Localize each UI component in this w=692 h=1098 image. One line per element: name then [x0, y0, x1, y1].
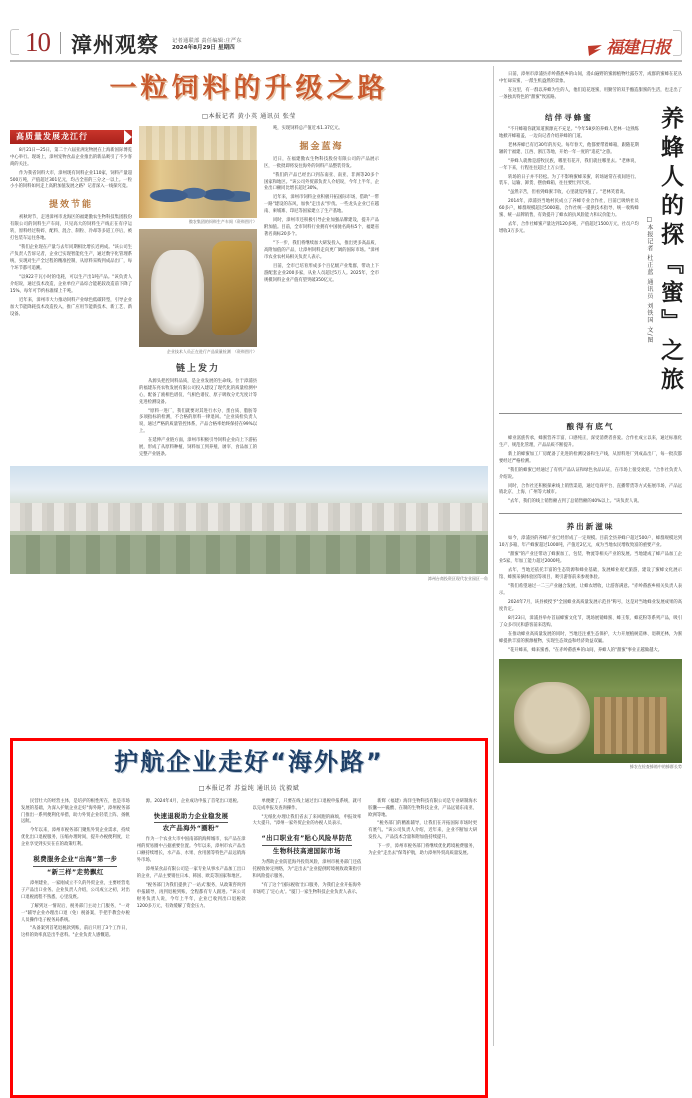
- subhead-line-2: 生物科技高速国际市场: [272, 846, 341, 855]
- section-head-3: 掘金蓝海: [299, 141, 344, 152]
- feature-column-1: [10, 126, 132, 461]
- masthead-divider: [60, 32, 61, 54]
- feature-column-2: [139, 126, 257, 461]
- paragraph: 漳州建业，一家刚成立不久的外贸企业，主要经营电子产品出口业务。企业负责人介绍，公司成立之初，对出口退税流程不熟悉，心里没底。: [21, 880, 130, 900]
- paragraph: 蜂业富族传承，蜂蜜营养丰富、口感纯正，深受消费者喜爱。合作社成立以来，通过标准化生产、规范化管理，产品品质不断提升。: [499, 435, 682, 448]
- highlight-byline: □本报记者 苏益纯 通讯员 沈毅斌: [198, 784, 300, 792]
- highlight-col1-body2: [21, 881, 130, 941]
- right-sec1-body: [499, 127, 639, 236]
- paragraph: 民营壮大的经营主体，是培护的根性所在，也是市场发展的基础，为深入护航企业走好"海外路"，漳州税务部门推出一系列便利化举措，助力外贸企业轻装上阵、扬帆远航。: [21, 798, 130, 825]
- flag-swoosh-icon: [587, 44, 603, 57]
- feature-title: 一粒饲料的升级之路: [109, 73, 389, 104]
- highlight-column-2: [137, 799, 246, 943]
- paragraph: "税务部门的精准辅导，让我们在开拓国际市场时更有底气。"该公司负责人介绍，近年来，企业不断加大研发投入，产品技术含量和附加值持续提升。: [368, 821, 477, 841]
- paragraph: 目前，全市已培育形成多个百亿级产业集群，带动上下游配套企业200多家，从业人员超过5万人。2025年，全市规模饲料企业产值有望突破350亿元。: [264, 263, 379, 283]
- subhead-1: [21, 854, 130, 877]
- paragraph: "原料一进厂，我们就要对其进行水分、蛋白质、脂肪等多项指标的检测，不合格的原料一律退回。"企业质检负责人说，通过严格的质量管控体系，产品合格率始终保持在99%以上。: [139, 408, 257, 435]
- feature-col1-body2: [10, 215, 132, 318]
- issue-date: 2024年8月29日 星期四: [172, 45, 235, 52]
- section-head-2: 链上发力: [175, 363, 220, 374]
- highlight-col4-body: [368, 799, 477, 859]
- paragraph: 去年，合作社蜂蜜产量达到120多吨，产值超过1500万元，社员户均增收3万多元。: [499, 222, 639, 235]
- paragraph: 新上的蜂蜜加工厂房配备了先进的检测设备和生产线，从原料进厂到成品出厂，每一批次都要经过严格检测。: [499, 451, 682, 464]
- subhead-line-1: “出口职业有”贴心风险早防范: [262, 833, 353, 845]
- photo-caption: 傲农集团的饲料生产车间（资料图片）: [189, 219, 257, 225]
- subhead-line-1: 快速退税助力企业稳发展: [154, 811, 229, 823]
- highlight-col3-body: [253, 860, 362, 897]
- right-section-head-1: 结伴寻蜂蜜: [544, 112, 593, 122]
- paragraph: 单便捷了，只要在线上通过出口退税申报系统，就可以完成申报及查询操作。: [252, 798, 362, 811]
- paragraph: "我们企业现在产量与去年同期相比增长近两成。"该公司生产负责人告诉记者，企业已实现智能化生产，通过数字化管理系统，实现对生产全过程的精准控制，从原料采购到成品出厂，每个环节都可追溯。: [10, 245, 132, 272]
- bracket-left-icon: [10, 29, 19, 55]
- paragraph: "以922千瓦小时的电耗，可以生产出1吨产品。"该负责人介绍说，通过技术改造，企业单位产品综合能耗较改造前下降了15%，每年可节约标准煤上千吨。: [10, 275, 132, 294]
- campaign-banner: 高质量发展龙江行: [10, 130, 132, 144]
- paragraph: 2014年，漳浦县当地村民成立了养蜂专业合作社，目前已吸纳社员60多户，蜂群规模超过5000箱。合作社统一提供技术指导、统一收购蜂蜜、统一品牌销售，有效提升了蜂农的抗风险能力和议价能力。: [499, 199, 639, 219]
- paragraph: "花开蜂来，蜂来蜜香。"在赤岭畲族乡的山间，养蜂人的"甜蜜"事业正越做越大。: [508, 647, 662, 653]
- feature-col3-body: [264, 157, 379, 285]
- highlight-column-1: [21, 799, 130, 943]
- paragraph: 为帮助企业防范海外投资风险，漳州市税务部门还依托税收协定网络，为"走出去"企业提供跨境税收政策指引和风险提示服务。: [252, 859, 362, 879]
- bracket-right-icon: [673, 30, 682, 56]
- feature-column-3: [264, 126, 379, 461]
- paragraph: 今年以来，漳州市税务部门聚焦外贸企业需求，持续优化出口退税服务，压缩办理时间，提升办税便利度，让企业享受到实实在在的政策红利。: [21, 828, 130, 848]
- feature-top-columns: [10, 126, 488, 461]
- paragraph: 在这里，有一群以养蜂为生的人，他们追花逐蜜，用勤劳的双手酿造甜蜜的生活，也走出了一条独具特色的"甜蜜"致富路。: [499, 87, 682, 100]
- paragraph: "我们的产品已经出口到东南亚、南亚、非洲等20多个国家和地区。"该公司外贸部负责人介绍说，今年上半年，企业出口额同比增长超过30%。: [264, 172, 379, 192]
- feature-header: [10, 66, 488, 120]
- highlight-columns: [21, 799, 477, 943]
- photo-panorama: [10, 466, 488, 574]
- highlight-column-3: [253, 799, 362, 943]
- paragraph: 初秋时节，走进漳州市龙海区的福建傲农生物科技集团股份有限公司的饲料生产车间，只见高大的饲料生产线正在有序运转，原料经过粉碎、配料、混合、制粒、冷却等多道工序后，被打包装车运往各地。: [10, 215, 132, 242]
- highlight-title: 护航企业走好“海外路”: [114, 748, 384, 776]
- right-section-head-3: 养出新滋味: [566, 522, 615, 532]
- paragraph: "下一步，我们将继续加大研发投入，推出更多高品质、高附加值的产品，让漳州饲料走向更广阔的国际市场。"漳州市农业农村局相关负责人表示。: [264, 241, 379, 261]
- right-article-title: 养蜂人的探『蜜』之旅: [657, 105, 683, 396]
- paragraph: 作为一个农业大市中国南部的海鲜城市，农产品在漳州的贸易圈中占据重要位置。今年以来，漳州市农产品出口额持续增长，水产品、水果、食用菌等特色产品远销海外市场。: [136, 837, 246, 863]
- feature-col3-top: [264, 126, 379, 133]
- paragraph: 在推动蜂业高质量发展的同时，当地还注重生态保护，大力开展植树造林、退耕还林，为蜜蜂提供丰富的蜜源植物，实现生态效益和经济效益双赢。: [499, 631, 682, 644]
- right-lead-body: [499, 66, 682, 102]
- editor-line: 记者通联部 责任编辑:庄严东: [172, 38, 242, 45]
- subhead-line-1: 税费服务企业“出海”第一步: [33, 854, 117, 866]
- subhead-line-2: “新三样”走势飘红: [47, 867, 104, 876]
- subhead-3: [253, 833, 362, 856]
- masthead-left: [10, 29, 242, 60]
- masthead: [10, 14, 682, 62]
- horizontal-rule: [499, 413, 682, 414]
- paragraph: 从源头把控饲料品质，是企业发展的生命线。位于漳浦县的福建东亮农牧发展有限公司投入建设了现代化的质量检测中心，配备了液相色谱仪、气相色谱仪、原子吸收分光光度计等先进检测设备。: [139, 378, 257, 405]
- paragraph: "甜蜜"的产业还带动了蜂蜜加工、包装、物流等相关产业的发展。当地建成了蜂产品加工企业5家，年加工能力超过2000吨。: [499, 552, 682, 565]
- paragraph: 漳州某食品有限公司是一家专业从事水产品加工出口的企业，产品主要销往日本、韩国、欧美等国家和地区。: [136, 866, 246, 879]
- paragraph: "从备案到首笔退税款到账，前后只用了3个工作日，这样的效率真是出乎意料。"企业负责人感慨道。: [21, 926, 130, 939]
- page-body: [10, 66, 682, 1046]
- paragraph: 新辉（福建）海洋生物科技有限公司是专业研制海水胶囊——藻酸、在制的生物科技企业，产品远销东南亚、欧洲等地。: [368, 798, 477, 818]
- paragraph: "税务部门为我们提供了'一站式'服务，从政策咨询到申报辅导，再到退税到账，全程都有专人跟进。"该公司财务负责人说，今年上半年，企业已收到出口退税款1200多万元，有效缓解了资金压力。: [136, 882, 246, 909]
- subhead-2: [137, 811, 246, 834]
- feature-col2-body: [139, 379, 257, 459]
- paragraph: 源。2024年4月，企业成功申报了首笔出口退税。: [145, 798, 242, 804]
- paragraph: "不开蜂箱你就知道蜜源充不充足。"今年58岁的养蜂人老林一边熟练地掀开蜂箱盖，一边向记者介绍养蜂的门道。: [499, 126, 639, 139]
- paragraph: "我们希望通过一二三产业融合发展，让蜂农增收，让游客满意。"赤岭畲族乡相关负责人表示。: [499, 584, 682, 597]
- masthead-meta: [172, 38, 242, 53]
- paragraph: 8月23日，漳浦县举办首届蜂蜜文化节，现场展销蜂蜜、蜂王浆、蜂花粉等系列产品，吸引了众多市民和游客前来选购。: [499, 615, 682, 628]
- highlighted-article-box[interactable]: [10, 738, 488, 1098]
- highlight-col3-top: [253, 799, 362, 829]
- paragraph: 在延伸产业链方面，漳州市积极引导饲料企业向上下游拓展，形成了从原料种植、饲料加工到养殖、屠宰、食品加工的完整产业链条。: [139, 438, 257, 458]
- photo-caption: 蜂农在检查蜂箱中的蜂群长势: [630, 764, 682, 770]
- paragraph: "去年，我们的线上销售额占到了总销售额的40%以上。"该负责人说。: [508, 499, 642, 505]
- paragraph: 吨，实现饲料总产值近本1.37亿元。: [273, 125, 343, 131]
- section-title: 漳州观察: [71, 33, 159, 57]
- photo-caption: 漳州台商投资区现代农业园区一角: [428, 575, 488, 581]
- paragraph: 转场的日子并不轻松。为了不影响蜜蜂采蜜，转场通常在夜间进行。装车、运输、卸货、摆放蜂箱，往往要忙到天亮。: [499, 174, 639, 187]
- subhead-line-2: 农产品海外“圈粉”: [162, 823, 220, 832]
- photo-quality-lab: [139, 229, 257, 347]
- paragraph: "无纸化办理让我们省去了来回跑的麻烦，申报效率大大提升。"漳州一家外贸企业的办税人员表示。: [252, 814, 362, 827]
- right-article-byline: □本报记者 杜正蓝 通讯员 刘铁国 文/图: [645, 215, 653, 344]
- paragraph: "虽然辛苦，但看到蜂蜜丰收，心里就觉得值了。"老林笑着说。: [508, 190, 628, 196]
- paragraph: 2024年7月，该县被授予"全国蜂业高质量发展示范县"称号，这是对当地蜂业发展成果的高度肯定。: [499, 600, 682, 612]
- paragraph: 去年，当地还依托丰富的生态资源和蜂业基础，发展蜂业观光旅游，建设了蜜蜂文化展示馆、蜂蜜采摘体验园等项目，吸引游客前来参观体验。: [499, 568, 682, 581]
- highlight-col1-body: [21, 799, 130, 850]
- page-number: 10: [25, 27, 50, 57]
- paragraph: 近日，在福建傲农生物科技股份有限公司的产品展示区，一批批即将发往海外的饲料产品整装待发。: [264, 156, 379, 169]
- newspaper-name: 福建日报: [606, 38, 670, 58]
- right-section-head-2: 酿得有底气: [566, 421, 615, 431]
- photo-caption: 企业技术人员正在进行产品质量检测 （资料图片）: [166, 348, 257, 354]
- photo-feed-factory: [139, 126, 257, 218]
- paragraph: 作为我省饲料大市，漳州现有饲料企业110家，饲料产量超500万吨，产值超过301亿元，均占全省的三分之一以上。一粒小小的饲料如何走上高附加值发展之路？记者深入一线探究竟。: [10, 170, 132, 190]
- paragraph: 同时，合作社还积极探索线上销售渠道，通过电商平台、直播带货等方式拓展市场，产品远销北京、上海、广州等大城市。: [499, 483, 682, 496]
- paragraph: 近年来，漳州市大力推动饲料产业绿色低碳转型，引导企业加大节能降耗技术改造投入，推广应用节能新技术、新工艺、新设备。: [10, 297, 132, 317]
- right-zone: [499, 66, 682, 1046]
- paragraph: 近年来，漳州市饲料企业积极开拓国际市场，借助"一带一路"建设的东风，加快"走出去"步伐。一些龙头企业已在越南、柬埔寨、印尼等国家建立了生产基地。: [264, 195, 379, 215]
- section-head-1: 提效节能: [48, 200, 93, 211]
- left-zone: [10, 66, 488, 1046]
- vertical-headline-wrap: [499, 106, 682, 406]
- paragraph: "养蜂人就像是游牧民族，哪里有花开，我们就往哪里去。"老林说，一年下来，行程往往超过上万公里。: [499, 158, 639, 171]
- paragraph: 下一步，漳州市税务部门将继续优化跨境税费服务，为企业"走出去"保驾护航，助力漳州外贸高质量发展。: [368, 844, 477, 857]
- paragraph: 日前，漳州市漳浦县赤岭畲族乡的山间，漫山遍野的蜜源植物吐露芬芳，成群的蜜蜂在花丛中忙碌采蜜，一派生机盎然的景象。: [499, 72, 682, 84]
- right-article-lead-column: [499, 106, 645, 238]
- paragraph: 8月21日—25日，第二十六届亚洲宠物展在上海新国际博览中心举行。现场上，漳州宠物食品企业推出的新品吸引了不少客商的关注。: [10, 147, 132, 167]
- photo-beekeeper: [499, 659, 682, 763]
- paragraph: "我们的蜂蜜已经通过了有机产品认证和绿色食品认证，在市场上很受欢迎。"合作社负责人介绍说。: [499, 467, 682, 480]
- paragraph: 了解到这一情况后，税务部门主动上门服务，"一对一"辅导企业办理出口退（免）税备案，手把手教会办税人员操作电子税务局系统。: [21, 903, 130, 923]
- right-sec3-body: [499, 536, 682, 654]
- paragraph: 同时，漳州市还积极引导企业加强品牌建设，提升产品附加值。目前，全市饲料行业拥有中国驰名商标5个、福建省著名商标20多个。: [264, 218, 379, 238]
- feature-col1-body: [10, 148, 132, 192]
- highlight-column-4: [368, 799, 477, 943]
- paragraph: 如今，漳浦县的养蜂产业已经形成了一定规模。目前全县养蜂户超过500户，蜂群规模达到10万多箱，年产蜂蜜超过1000吨，产值近2亿元，成为当地农民增收致富的重要产业。: [499, 536, 682, 549]
- highlight-col2-top: [137, 799, 246, 806]
- paragraph: "有了这个'国际税收'出口服务，为我们企业开拓海外市场吃了'定心丸'。"厦门一家生物科技企业负责人表示。: [252, 882, 362, 895]
- right-sec2-body: [499, 436, 682, 507]
- column-rule: [493, 66, 494, 1046]
- feature-byline: □本报记者 黄小英 通讯员 张莹: [202, 112, 296, 120]
- paragraph: 老林养蜂已有近30年的历史。每年春天，他都要带着蜂箱，跟随花期辗转于福建、江西、浙江等地，开始一年一度的"追花"之旅。: [499, 142, 639, 155]
- horizontal-rule: [499, 513, 682, 514]
- newspaper-logo: [587, 30, 682, 60]
- highlight-col2-body: [137, 837, 246, 911]
